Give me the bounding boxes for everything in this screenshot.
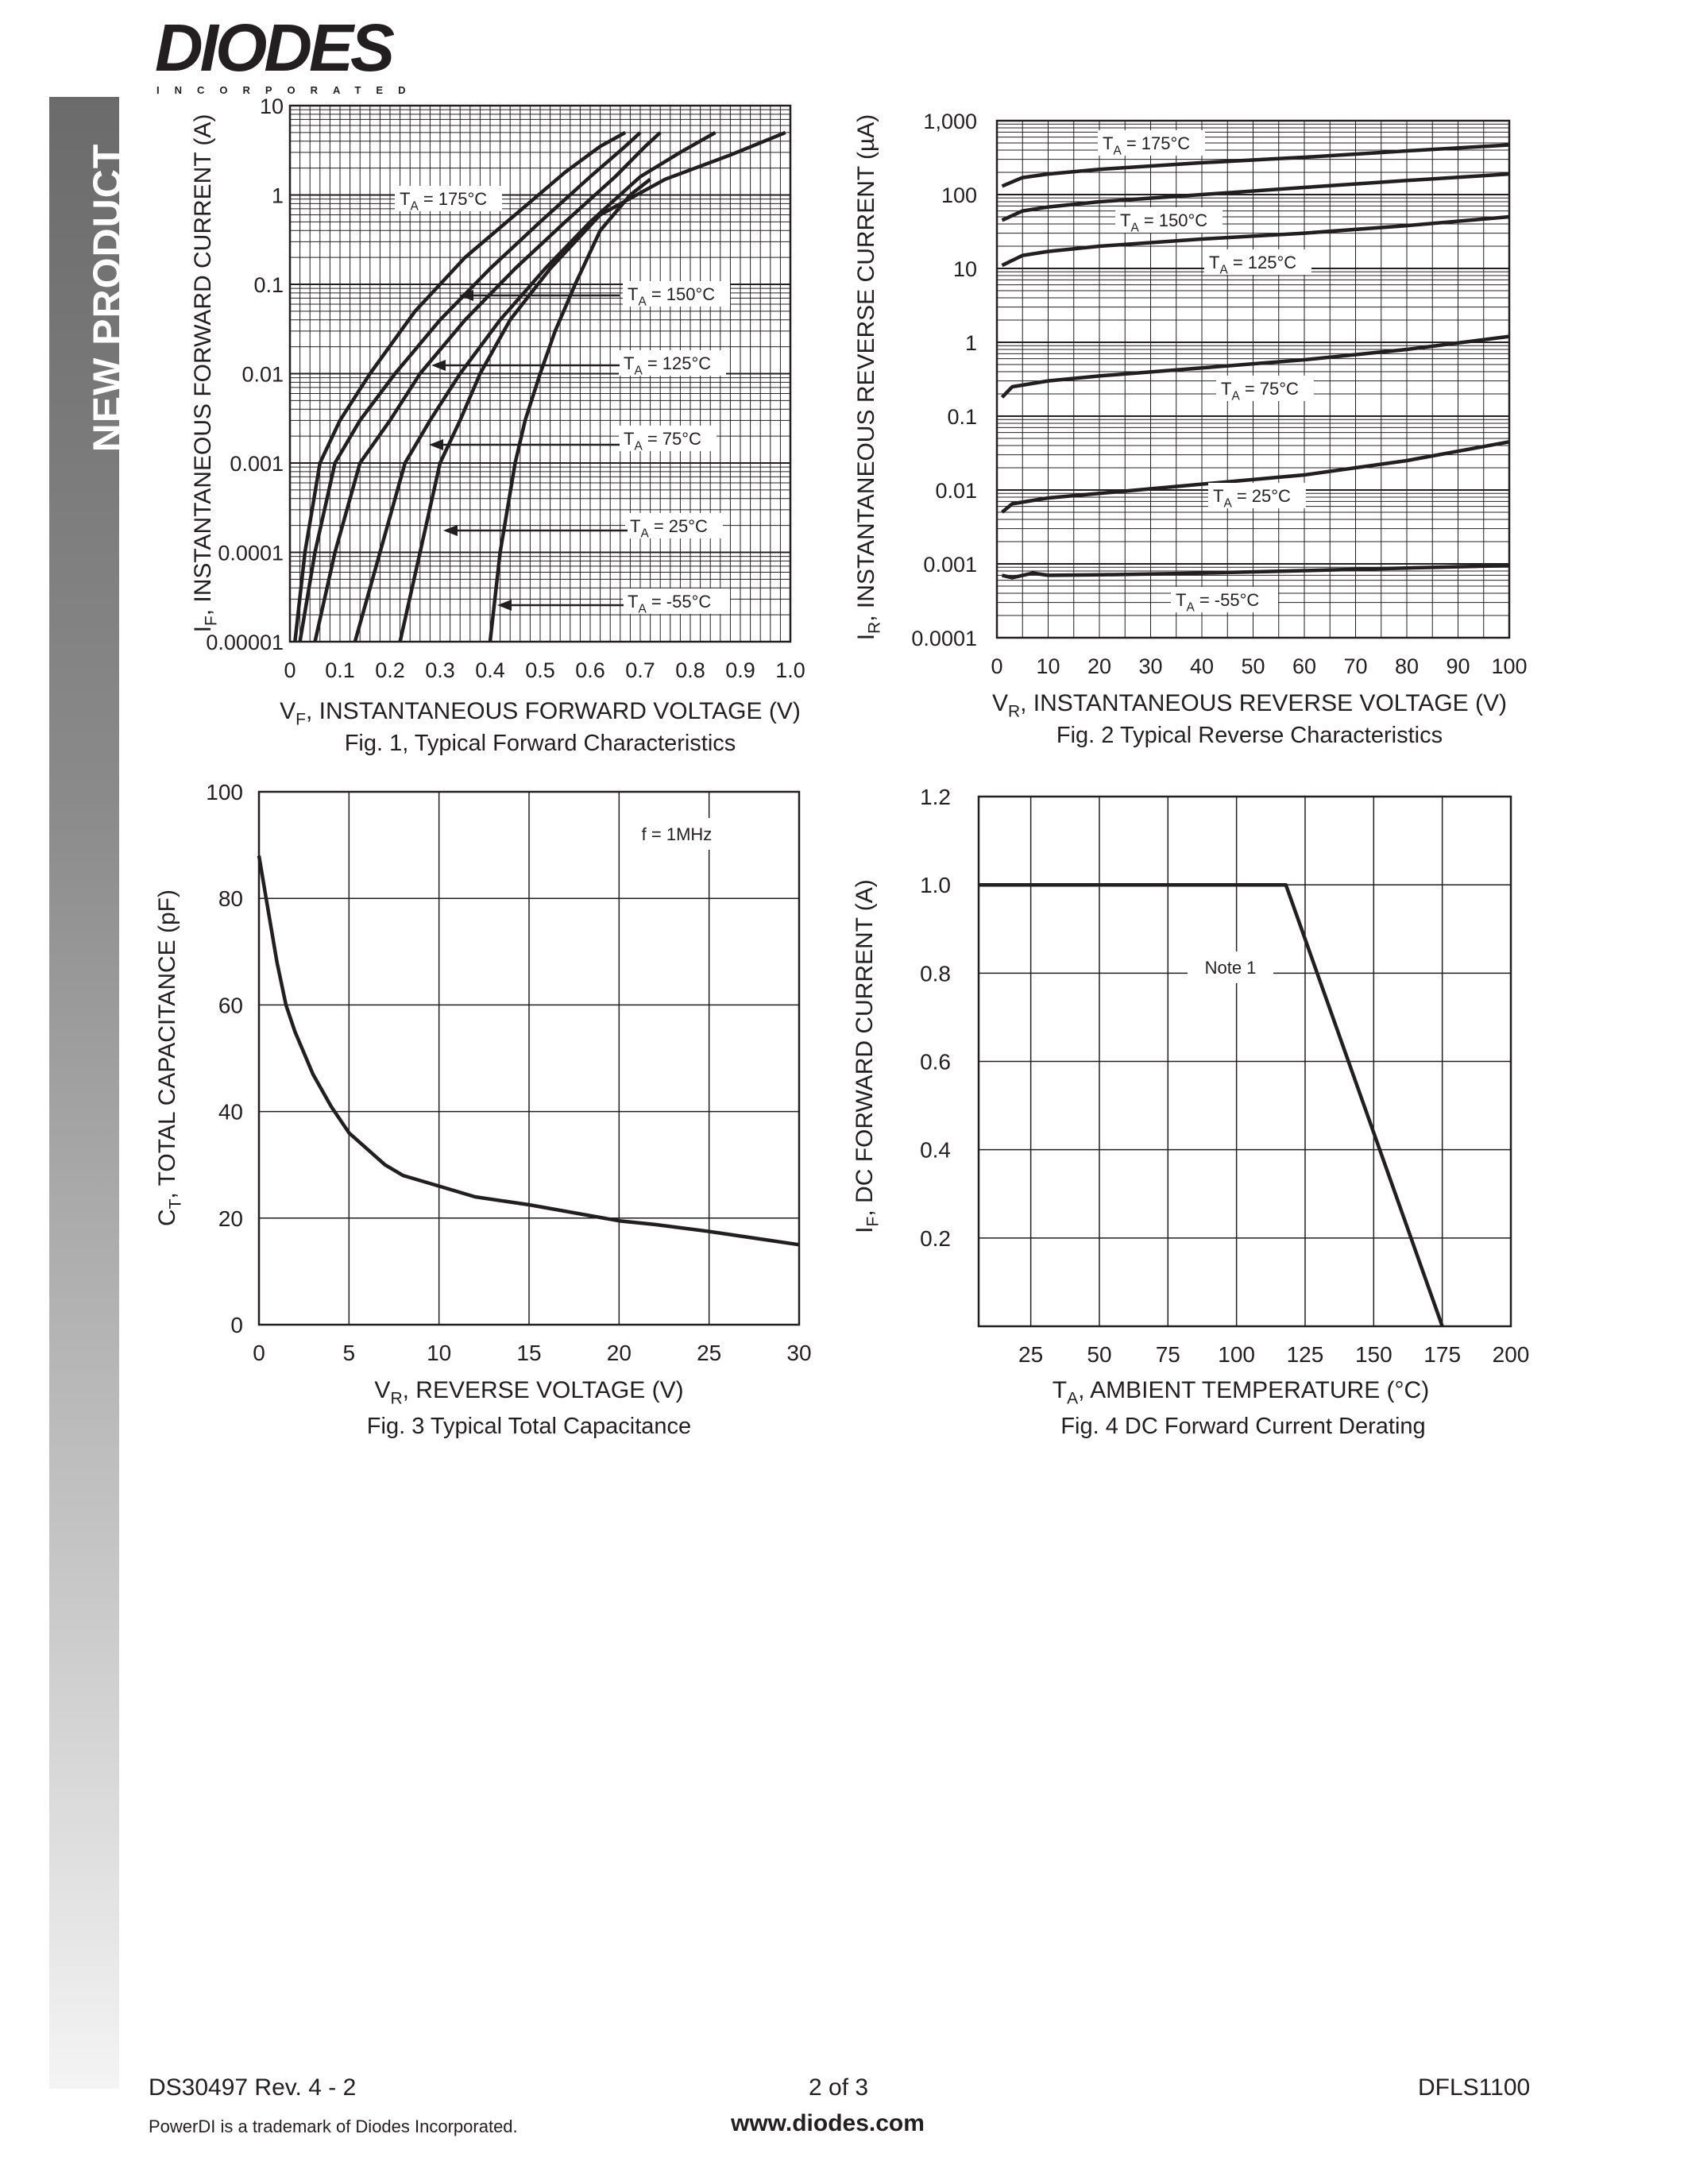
fig4-series-line — [979, 885, 1443, 1326]
fig4-x-tick-label: 200 — [1492, 1342, 1530, 1367]
fig4-x-tick-label: 50 — [1087, 1342, 1112, 1367]
fig3-y-tick-label: 100 — [206, 780, 243, 805]
fig2-x-tick-label: 80 — [1394, 654, 1420, 678]
fig2-series-line — [1002, 174, 1510, 220]
fig3-x-tick-label: 10 — [427, 1341, 452, 1365]
fig1-arrow-125-head — [431, 360, 446, 371]
fig1-legend-neg55: $T_A = -55^\circ C$ — [628, 592, 712, 616]
fig4-x-tick-label: 75 — [1155, 1342, 1180, 1367]
fig3-y-axis-label: $C_T$, TOTAL CAPACITANCE (pF) — [154, 889, 185, 1227]
fig3-y-tick-label: 0 — [230, 1313, 243, 1337]
fig2-x-tick-label: 10 — [1036, 654, 1060, 678]
fig3-y-tick-label: 40 — [218, 1099, 243, 1125]
fig2-legend-neg55: $T_A = -55^\circ C$ — [1176, 590, 1260, 615]
fig2-y-axis-label: $I_R$, INSTANTANEOUS REVERSE CURRENT (µA) — [853, 114, 884, 641]
fig2-x-axis-label: $V_R$, INSTANTANEOUS REVERSE VOLTAGE (V) — [991, 690, 1508, 721]
fig1-y-tick-label: 0.1 — [253, 273, 284, 297]
fig1-x-tick-label: 0.4 — [475, 658, 505, 682]
fig1-x-tick-label: 0.8 — [675, 658, 705, 682]
fig2-y-tick-label: 0.01 — [935, 479, 977, 503]
fig1-y-tick-label: 0.0001 — [218, 541, 284, 565]
fig4-x-tick-label: 125 — [1286, 1342, 1324, 1367]
fig1-legend-75: $T_A = 75^\circ C$ — [624, 429, 701, 453]
fig1-x-tick-label: 0.9 — [725, 658, 755, 682]
footer-doc-rev: DS30497 Rev. 4 - 2 — [149, 2074, 357, 2101]
fig1-legend-25: $T_A = 25^\circ C$ — [630, 516, 708, 541]
fig2-x-tick-label: 50 — [1241, 654, 1265, 678]
fig1-x-tick-label: 0.2 — [375, 658, 405, 682]
fig1-x-tick-label: 0.1 — [325, 658, 355, 682]
fig4-x-tick-label: 100 — [1218, 1342, 1255, 1367]
fig2-x-tick-label: 20 — [1087, 654, 1112, 678]
fig1-caption: Fig. 1, Typical Forward Characteristics — [344, 731, 736, 756]
fig2-y-tick-label: 100 — [941, 183, 977, 207]
fig3-caption: Fig. 3 Typical Total Capacitance — [366, 1414, 692, 1439]
fig3-x-tick-label: 30 — [786, 1341, 812, 1365]
fig2-legend-125: $T_A = 125^\circ C$ — [1209, 253, 1297, 277]
fig4-y-axis-label: $I_F$, DC FORWARD CURRENT (A) — [852, 879, 883, 1233]
fig1-x-tick-label: 0.5 — [525, 658, 555, 682]
fig2-legend-175: $T_A = 175^\circ C$ — [1103, 133, 1191, 158]
fig4-x-tick-label: 25 — [1018, 1342, 1044, 1367]
fig1-arrow-neg55-head — [497, 600, 512, 611]
logo-subtext: INCORPORATED — [156, 84, 421, 96]
fig1-x-tick-label: 0.3 — [425, 658, 455, 682]
fig2-y-tick-label: 0.0001 — [911, 627, 977, 650]
logo-word: DIODES — [155, 10, 392, 85]
fig3-x-tick-label: 25 — [697, 1341, 722, 1365]
fig2-x-tick-label: 0 — [991, 654, 1003, 678]
fig1-x-tick-label: 0.7 — [625, 658, 655, 682]
fig3-y-tick-label: 20 — [218, 1206, 243, 1231]
fig1-y-tick-label: 0.00001 — [206, 631, 284, 654]
fig1-y-axis-label: $I_F$, INSTANTANEOUS FORWARD CURRENT (A) — [190, 114, 221, 633]
fig4-annotation: Note 1 — [1204, 958, 1257, 978]
footer-part-number: DFLS1100 — [1418, 2074, 1531, 2101]
fig3-x-tick-label: 15 — [516, 1341, 542, 1365]
fig1-legend-125: $T_A = 125^\circ C$ — [624, 353, 712, 378]
fig3-x-tick-label: 0 — [253, 1341, 265, 1365]
fig4-y-tick-label: 0.2 — [920, 1225, 951, 1251]
fig3-x-tick-label: 5 — [342, 1341, 356, 1365]
fig2-x-tick-label: 60 — [1292, 654, 1317, 678]
fig2-x-tick-label: 90 — [1446, 654, 1470, 678]
fig2-legend-75: $T_A = 75^\circ C$ — [1221, 379, 1299, 403]
fig4-x-tick-label: 175 — [1423, 1342, 1462, 1367]
fig2-x-tick-label: 100 — [1491, 654, 1528, 678]
fig3-y-tick-label: 60 — [218, 993, 243, 1018]
footer-page-number: 2 of 3 — [809, 2074, 869, 2101]
fig4-x-axis-label: $T_A$, AMBIENT TEMPERATURE (°C) — [1052, 1377, 1430, 1408]
fig1-y-tick-label: 0.01 — [241, 362, 284, 387]
fig4-y-tick-label: 0.4 — [920, 1137, 951, 1163]
fig1-x-tick-label: 0 — [284, 658, 296, 682]
fig1-y-tick-label: 1 — [271, 183, 284, 208]
fig2-y-tick-label: 0.001 — [923, 553, 977, 577]
fig1-x-tick-label: 0.6 — [575, 658, 605, 682]
footer-trademark: PowerDI is a trademark of Diodes Incorporated. — [149, 2116, 518, 2136]
fig2-x-tick-label: 30 — [1138, 654, 1163, 678]
fig4-y-tick-label: 0.6 — [920, 1049, 951, 1075]
fig1-x-tick-label: 1.0 — [775, 658, 805, 682]
fig2-caption: Fig. 2 Typical Reverse Characteristics — [1056, 723, 1443, 748]
fig3-x-axis-label: $V_R$, REVERSE VOLTAGE (V) — [374, 1377, 684, 1408]
fig1-legend-175: $T_A = 175^\circ C$ — [400, 189, 488, 214]
fig2-y-tick-label: 1,000 — [923, 110, 977, 133]
fig4-y-tick-label: 1.2 — [920, 785, 951, 809]
fig4-caption: Fig. 4 DC Forward Current Derating — [1060, 1414, 1426, 1439]
fig3-x-tick-label: 20 — [606, 1341, 632, 1365]
fig4-y-tick-label: 0.8 — [920, 961, 951, 986]
fig3-annotation: f = 1MHz — [641, 824, 713, 844]
sidebar-label: NEW PRODUCT — [85, 143, 129, 453]
fig4-x-tick-label: 150 — [1354, 1342, 1393, 1367]
fig2-y-tick-label: 10 — [952, 257, 977, 281]
fig1-y-tick-label: 0.001 — [230, 452, 284, 476]
fig1-y-tick-label: 10 — [259, 95, 284, 118]
fig2-y-tick-label: 0.1 — [947, 405, 977, 429]
fig2-legend-150: $T_A = 150^\circ C$ — [1120, 210, 1208, 235]
fig1-x-axis-label: $V_F$, INSTANTANEOUS FORWARD VOLTAGE (V) — [280, 698, 801, 729]
fig3-y-tick-label: 80 — [218, 886, 243, 912]
fig1-legend-150: $T_A = 150^\circ C$ — [628, 284, 716, 309]
fig2-legend-25: $T_A = 25^\circ C$ — [1213, 486, 1291, 511]
fig4-y-tick-label: 1.0 — [920, 873, 951, 898]
footer-website[interactable]: www.diodes.com — [731, 2110, 925, 2136]
fig2-x-tick-label: 40 — [1189, 654, 1215, 678]
fig1-arrow-75-head — [429, 439, 443, 450]
fig2-y-tick-label: 1 — [964, 331, 977, 355]
fig2-x-tick-label: 70 — [1343, 654, 1368, 678]
